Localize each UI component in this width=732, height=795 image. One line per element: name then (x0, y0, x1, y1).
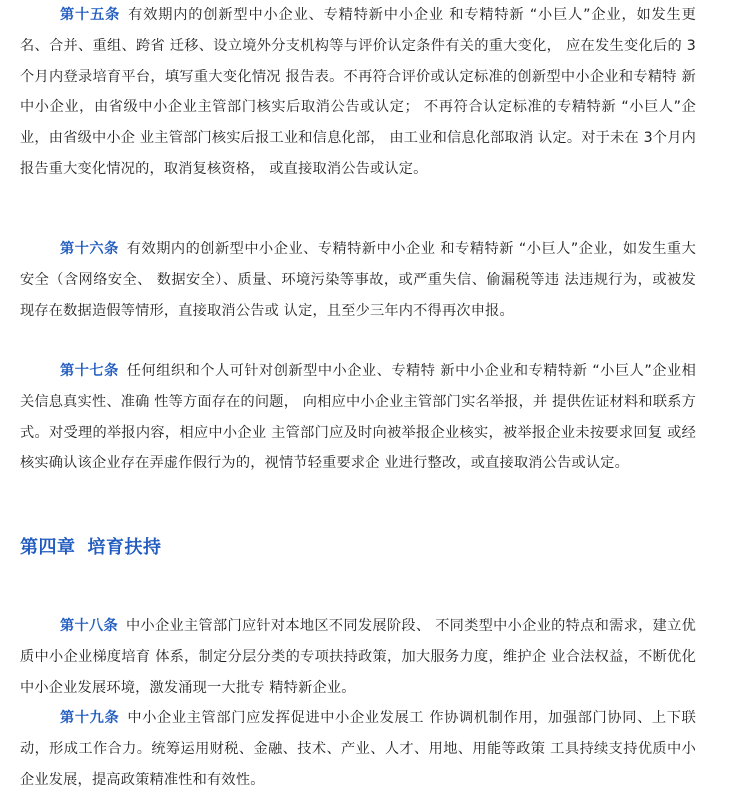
article-16-label: 第十六条 (60, 241, 119, 257)
article-19 (20, 703, 696, 795)
article-16 (20, 234, 696, 326)
chapter-number: 第四章 (20, 537, 76, 558)
article-15 (20, 0, 696, 185)
chapter-heading (20, 534, 174, 562)
article-15-text: 有效期内的创新型中小企业、专精特新中小企业 和专精特新 “小巨人”企业，如发生更名、合并、重组、跨省 迁移、设立境外分支机构等与评价认定条件有关的重大变化， 应在发生变化后的 3个月内登录培育平台，填写重大变化情况 报告表。不再符合评价或认定标准的创新型中小企业和专精特 新中小企业，由省级中小企业主管部门核实后取消公告或认定； 不再符合认定标准的专精特新 “小巨人”企业，由省级中小企 业主管部门核实后报工业和信息化部， 由工业和信息化部取消 认定。对于未在 3个月内报告重大变化情况的，取消复核资格， 或直接取消公告或认定。 (20, 7, 696, 177)
article-17 (20, 356, 696, 479)
article-18-text: 中小企业主管部门应针对本地区不同发展阶段、 不同类型中小企业的特点和需求，建立优质中小企业梯度培育 体系，制定分层分类的专项扶持政策，加大服务力度，维护企 业合法权益，不断优化中小企业发展环境，激发涌现一大批专 精特新企业。 (20, 618, 696, 696)
article-15-label: 第十五条 (60, 7, 121, 23)
article-18-label: 第十八条 (60, 618, 118, 634)
article-17-label: 第十七条 (60, 363, 119, 379)
article-18 (20, 611, 696, 703)
article-17-text: 任何组织和个人可针对创新型中小企业、专精特 新中小企业和专精特新 “小巨人”企业相关信息真实性、准确 性等方面存在的问题， 向相应中小企业主管部门实名举报，并 提供佐证材料和联系方式。对受理的举报内容，相应中小企业 主管部门应及时向被举报企业核实，被举报企业未按要求回复 或经核实确认该企业存在弄虚作假行为的，视情节轻重要求企 业进行整改，或直接取消公告或认定。 (20, 363, 696, 472)
article-19-text: 中小企业主管部门应发挥促进中小企业发展工 作协调机制作用，加强部门协同、上下联动，形成工作合力。统筹运用财税、金融、技术、产业、人才、用地、用能等政策 工具持续支持优质中小企业发展，提高政策精准性和有效性。 (20, 710, 696, 788)
chapter-title: 培育扶持 (87, 537, 162, 558)
article-16-text: 有效期内的创新型中小企业、专精特新中小企业 和专精特新 “小巨人”企业，如发生重大安全（含网络安全、 数据安全）、质量、环境污染等事故，或严重失信、偷漏税等违 法违规行为，或被发现存在数据造假等情形，直接取消公告或 认定，且至少三年内不得再次申报。 (20, 241, 696, 319)
article-19-label: 第十九条 (60, 710, 120, 726)
